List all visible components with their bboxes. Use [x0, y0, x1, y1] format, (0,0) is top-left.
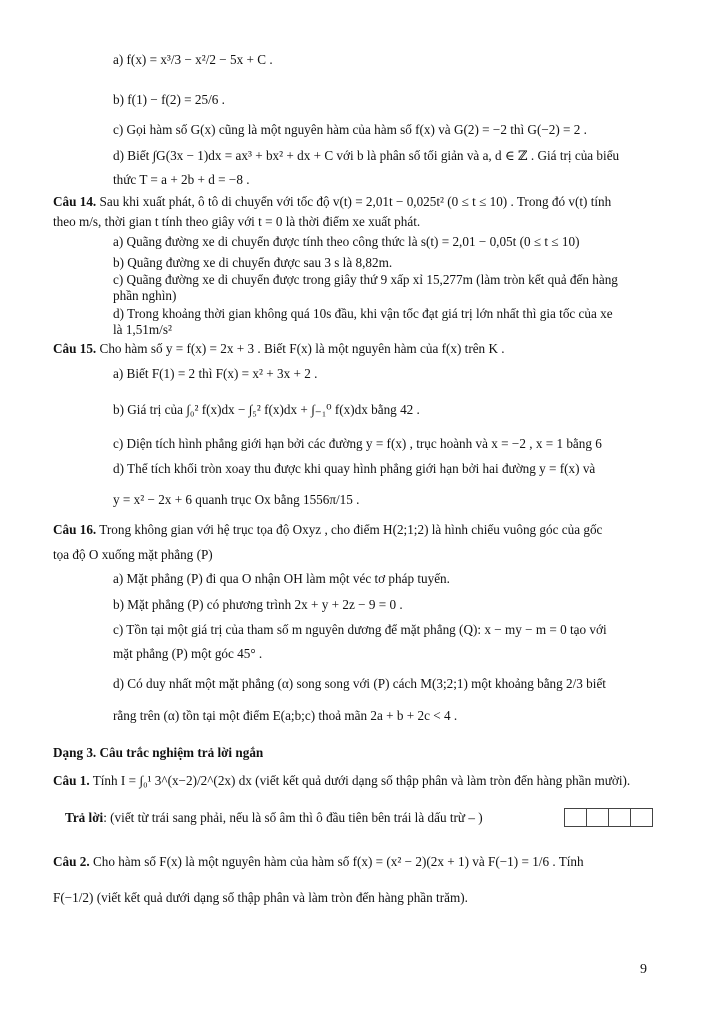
q15-option-b: b) Giá trị của ∫₀² f(x)dx − ∫₅² f(x)dx + ∫₋₁⁰ f(x)dx bằng 42 . — [113, 402, 420, 417]
q13-option-c: c) Gọi hàm số G(x) cũng là một nguyên hàm của hàm số f(x) và G(2) = −2 thì G(−2) = 2 . — [113, 122, 587, 137]
page-number: 9 — [640, 962, 647, 977]
q14-option-a: a) Quãng đường xe di chuyển được tính theo công thức là s(t) = 2,01 − 0,05t (0 ≤ t ≤ 10) — [113, 234, 580, 249]
answer-box[interactable] — [586, 808, 609, 827]
q14-option-b: b) Quãng đường xe di chuyển được sau 3 s là 8,82m. — [113, 255, 393, 270]
q16-stem: Câu 16. Trong không gian với hệ trục tọa độ Oxyz , cho điểm H(2;1;2) là hình chiếu vuông góc của gốc — [53, 522, 603, 537]
q15-option-c: c) Diện tích hình phẳng giới hạn bởi các đường y = f(x) , trục hoành và x = −2 , x = 1 bằng 6 — [113, 436, 602, 451]
q13-option-d-cont: thức T = a + 2b + d = −8 . — [113, 172, 250, 187]
q14-stem: Câu 14. Sau khi xuất phát, ô tô di chuyển với tốc độ v(t) = 2,01t − 0,025t² (0 ≤ t ≤ 10) . Trong đó v(t) tính — [53, 194, 612, 209]
answer-box[interactable] — [630, 808, 653, 827]
q13-option-b: b) f(1) − f(2) = 25/6 . — [113, 92, 225, 107]
q13-option-a: a) f(x) = x³/3 − x²/2 − 5x + C . — [113, 52, 273, 67]
q16-option-b: b) Mặt phẳng (P) có phương trình 2x + y + 2z − 9 = 0 . — [113, 597, 403, 612]
short-q2-stem: Câu 2. Cho hàm số F(x) là một nguyên hàm của hàm số f(x) = (x² − 2)(2x + 1) và F(−1) = 1/6 . Tính — [53, 854, 584, 869]
q15-stem: Câu 15. Cho hàm số y = f(x) = 2x + 3 . Biết F(x) là một nguyên hàm của f(x) trên K . — [53, 341, 505, 356]
answer-box[interactable] — [564, 808, 587, 827]
short-q2-stem-cont: F(−1/2) (viết kết quả dưới dạng số thập phân và làm tròn đến hàng phần trăm). — [53, 890, 468, 905]
q16-option-c: c) Tồn tại một giá trị của tham số m nguyên dương để mặt phẳng (Q): x − my − m = 0 tạo với — [113, 622, 607, 637]
q16-option-d-cont: rằng trên (α) tồn tại một điểm E(a;b;c) thoả mãn 2a + b + 2c < 4 . — [113, 708, 458, 723]
section-heading: Dạng 3. Câu trắc nghiệm trả lời ngắn — [53, 745, 264, 760]
q14-option-c-cont: phần nghìn) — [113, 288, 177, 303]
answer-box[interactable] — [608, 808, 631, 827]
q15-option-a: a) Biết F(1) = 2 thì F(x) = x² + 3x + 2 . — [113, 366, 318, 381]
q16-stem-cont: tọa độ O xuống mặt phẳng (P) — [53, 547, 213, 562]
q14-option-c: c) Quãng đường xe di chuyển được trong giây thứ 9 xấp xỉ 15,277m (làm tròn kết quả đến hàng — [113, 272, 618, 287]
q16-option-a: a) Mặt phẳng (P) đi qua O nhận OH làm một véc tơ pháp tuyến. — [113, 571, 450, 586]
q15-option-d-cont: y = x² − 2x + 6 quanh trục Ox bằng 1556π/15 . — [113, 492, 360, 507]
q15-option-d: d) Thể tích khối tròn xoay thu được khi quay hình phẳng giới hạn bởi hai đường y = f(x) và — [113, 461, 596, 476]
answer-box-group[interactable] — [565, 808, 653, 827]
q16-option-c-cont: mặt phẳng (P) một góc 45° . — [113, 646, 263, 661]
q14-stem-cont: theo m/s, thời gian t tính theo giây với t = 0 là thời điểm xe xuất phát. — [53, 214, 421, 229]
q13-option-d: d) Biết ∫G(3x − 1)dx = ax³ + bx² + dx + C với b là phân số tối giản và a, d ∈ ℤ . Giá trị của biểu — [113, 148, 620, 163]
q14-option-d: d) Trong khoảng thời gian không quá 10s đầu, khi vận tốc đạt giá trị lớn nhất thì gia tốc của xe — [113, 306, 613, 321]
q14-option-d-cont: là 1,51m/s² — [113, 322, 172, 337]
answer-instruction: Trả lời: (viết từ trái sang phải, nếu là số âm thì ô đầu tiên bên trái là dấu trừ – ) — [65, 810, 483, 825]
short-q1-stem: Câu 1. Tính I = ∫₀¹ 3^(x−2)/2^(2x) dx (viết kết quả dưới dạng số thập phân và làm tròn đến hàng phần mười). — [53, 773, 631, 788]
q16-option-d: d) Có duy nhất một mặt phẳng (α) song song với (P) cách M(3;2;1) một khoảng bằng 2/3 biết — [113, 676, 606, 691]
